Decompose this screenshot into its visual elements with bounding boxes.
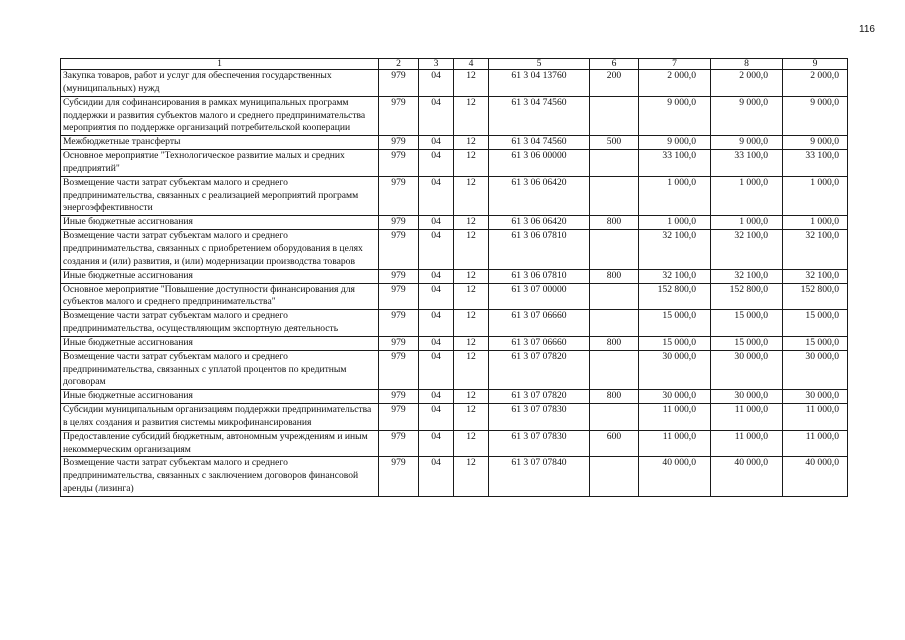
table-row xyxy=(61,457,848,497)
admin-code-cell: 979 xyxy=(379,310,419,337)
header-cell: 4 xyxy=(454,59,489,70)
expense-type-cell: 800 xyxy=(590,269,639,283)
table-row xyxy=(61,216,848,230)
amount-cell-col9: 2 000,0 xyxy=(783,70,848,97)
section-cell: 04 xyxy=(419,150,454,177)
amount-cell-col9: 30 000,0 xyxy=(783,390,848,404)
row-name-cell: Предоставление субсидий бюджетным, автономным учреждениям и иным некоммерческим организациям xyxy=(61,430,379,457)
amount-cell-col8: 32 100,0 xyxy=(711,230,783,270)
target-article-cell: 61 3 07 06660 xyxy=(489,310,590,337)
target-article-cell: 61 3 07 00000 xyxy=(489,283,590,310)
subsection-cell: 12 xyxy=(454,96,489,136)
amount-cell-col9: 1 000,0 xyxy=(783,176,848,216)
target-article-cell: 61 3 04 74560 xyxy=(489,96,590,136)
subsection-cell: 12 xyxy=(454,283,489,310)
row-name-cell: Возмещение части затрат субъектам малого и среднего предпринимательства, связанных с приобретением оборудования в целях создания и (или) развития, и (или) модернизации производства товаров xyxy=(61,230,379,270)
table-body xyxy=(61,70,848,497)
subsection-cell: 12 xyxy=(454,310,489,337)
amount-cell-col8: 2 000,0 xyxy=(711,70,783,97)
section-cell: 04 xyxy=(419,96,454,136)
row-name-cell: Межбюджетные трансферты xyxy=(61,136,379,150)
target-article-cell: 61 3 06 07810 xyxy=(489,230,590,270)
subsection-cell: 12 xyxy=(454,176,489,216)
expense-type-cell xyxy=(590,283,639,310)
table-row xyxy=(61,176,848,216)
section-cell: 04 xyxy=(419,310,454,337)
target-article-cell: 61 3 07 06660 xyxy=(489,336,590,350)
table-row xyxy=(61,70,848,97)
table-row xyxy=(61,96,848,136)
row-name-cell: Иные бюджетные ассигнования xyxy=(61,336,379,350)
row-name-cell: Субсидии муниципальным организациям поддержки предпринимательства в целях создания и развития системы микрофинансирования xyxy=(61,404,379,431)
amount-cell-col9: 1 000,0 xyxy=(783,216,848,230)
amount-cell-col7: 40 000,0 xyxy=(639,457,711,497)
expense-type-cell xyxy=(590,350,639,390)
subsection-cell: 12 xyxy=(454,390,489,404)
admin-code-cell: 979 xyxy=(379,216,419,230)
target-article-cell: 61 3 07 07820 xyxy=(489,390,590,404)
expense-type-cell xyxy=(590,404,639,431)
table-row xyxy=(61,150,848,177)
amount-cell-col7: 15 000,0 xyxy=(639,310,711,337)
table-row xyxy=(61,390,848,404)
amount-cell-col8: 1 000,0 xyxy=(711,216,783,230)
amount-cell-col8: 33 100,0 xyxy=(711,150,783,177)
section-cell: 04 xyxy=(419,216,454,230)
subsection-cell: 12 xyxy=(454,216,489,230)
target-article-cell: 61 3 07 07840 xyxy=(489,457,590,497)
expense-type-cell: 500 xyxy=(590,136,639,150)
amount-cell-col7: 30 000,0 xyxy=(639,390,711,404)
admin-code-cell: 979 xyxy=(379,390,419,404)
budget-table xyxy=(60,58,848,497)
amount-cell-col8: 11 000,0 xyxy=(711,404,783,431)
section-cell: 04 xyxy=(419,390,454,404)
amount-cell-col7: 9 000,0 xyxy=(639,96,711,136)
row-name-cell: Возмещение части затрат субъектам малого и среднего предпринимательства, связанных с заключением договоров финансовой аренды (лизинга) xyxy=(61,457,379,497)
admin-code-cell: 979 xyxy=(379,430,419,457)
amount-cell-col7: 11 000,0 xyxy=(639,430,711,457)
row-name-cell: Возмещение части затрат субъектам малого и среднего предпринимательства, связанных с уплатой процентов по кредитным договорам xyxy=(61,350,379,390)
admin-code-cell: 979 xyxy=(379,136,419,150)
section-cell: 04 xyxy=(419,230,454,270)
row-name-cell: Возмещение части затрат субъектам малого и среднего предпринимательства, осуществляющим экспортную деятельность xyxy=(61,310,379,337)
expense-type-cell xyxy=(590,176,639,216)
amount-cell-col7: 152 800,0 xyxy=(639,283,711,310)
admin-code-cell: 979 xyxy=(379,336,419,350)
admin-code-cell: 979 xyxy=(379,350,419,390)
amount-cell-col7: 2 000,0 xyxy=(639,70,711,97)
section-cell: 04 xyxy=(419,350,454,390)
expense-type-cell xyxy=(590,310,639,337)
amount-cell-col7: 11 000,0 xyxy=(639,404,711,431)
header-cell: 1 xyxy=(61,59,379,70)
amount-cell-col9: 32 100,0 xyxy=(783,230,848,270)
amount-cell-col7: 30 000,0 xyxy=(639,350,711,390)
page-number: 116 xyxy=(859,24,875,35)
expense-type-cell: 800 xyxy=(590,336,639,350)
expense-type-cell xyxy=(590,96,639,136)
table-row xyxy=(61,310,848,337)
expense-type-cell xyxy=(590,230,639,270)
table-row xyxy=(61,350,848,390)
row-name-cell: Субсидии для софинансирования в рамках муниципальных программ поддержки и развития субъектов малого и среднего предпринимательства мероприятия по поддержке организаций потребительской кооперации xyxy=(61,96,379,136)
amount-cell-col7: 9 000,0 xyxy=(639,136,711,150)
admin-code-cell: 979 xyxy=(379,269,419,283)
section-cell: 04 xyxy=(419,430,454,457)
section-cell: 04 xyxy=(419,70,454,97)
subsection-cell: 12 xyxy=(454,269,489,283)
header-cell: 5 xyxy=(489,59,590,70)
header-cell: 6 xyxy=(590,59,639,70)
section-cell: 04 xyxy=(419,404,454,431)
amount-cell-col9: 32 100,0 xyxy=(783,269,848,283)
target-article-cell: 61 3 04 74560 xyxy=(489,136,590,150)
amount-cell-col8: 30 000,0 xyxy=(711,350,783,390)
admin-code-cell: 979 xyxy=(379,404,419,431)
amount-cell-col7: 1 000,0 xyxy=(639,216,711,230)
subsection-cell: 12 xyxy=(454,336,489,350)
row-name-cell: Возмещение части затрат субъектам малого и среднего предпринимательства, связанных с реализацией мероприятий программ энергоэффективности xyxy=(61,176,379,216)
amount-cell-col9: 11 000,0 xyxy=(783,404,848,431)
amount-cell-col8: 40 000,0 xyxy=(711,457,783,497)
target-article-cell: 61 3 06 00000 xyxy=(489,150,590,177)
target-article-cell: 61 3 06 06420 xyxy=(489,176,590,216)
admin-code-cell: 979 xyxy=(379,457,419,497)
amount-cell-col8: 11 000,0 xyxy=(711,430,783,457)
amount-cell-col9: 9 000,0 xyxy=(783,96,848,136)
row-name-cell: Основное мероприятие "Повышение доступности финансирования для субъектов малого и среднего предпринимательства" xyxy=(61,283,379,310)
target-article-cell: 61 3 06 06420 xyxy=(489,216,590,230)
amount-cell-col7: 32 100,0 xyxy=(639,230,711,270)
expense-type-cell: 200 xyxy=(590,70,639,97)
amount-cell-col9: 15 000,0 xyxy=(783,336,848,350)
target-article-cell: 61 3 07 07830 xyxy=(489,404,590,431)
amount-cell-col8: 152 800,0 xyxy=(711,283,783,310)
amount-cell-col7: 32 100,0 xyxy=(639,269,711,283)
admin-code-cell: 979 xyxy=(379,230,419,270)
table-row xyxy=(61,430,848,457)
target-article-cell: 61 3 04 13760 xyxy=(489,70,590,97)
subsection-cell: 12 xyxy=(454,150,489,177)
admin-code-cell: 979 xyxy=(379,283,419,310)
amount-cell-col9: 30 000,0 xyxy=(783,350,848,390)
admin-code-cell: 979 xyxy=(379,96,419,136)
expense-type-cell: 600 xyxy=(590,430,639,457)
row-name-cell: Иные бюджетные ассигнования xyxy=(61,390,379,404)
expense-type-cell: 800 xyxy=(590,216,639,230)
section-cell: 04 xyxy=(419,136,454,150)
section-cell: 04 xyxy=(419,283,454,310)
subsection-cell: 12 xyxy=(454,70,489,97)
amount-cell-col8: 15 000,0 xyxy=(711,336,783,350)
subsection-cell: 12 xyxy=(454,404,489,431)
amount-cell-col8: 30 000,0 xyxy=(711,390,783,404)
amount-cell-col8: 9 000,0 xyxy=(711,96,783,136)
header-cell: 9 xyxy=(783,59,848,70)
admin-code-cell: 979 xyxy=(379,70,419,97)
subsection-cell: 12 xyxy=(454,136,489,150)
table-row xyxy=(61,336,848,350)
target-article-cell: 61 3 06 07810 xyxy=(489,269,590,283)
header-cell: 3 xyxy=(419,59,454,70)
table-row xyxy=(61,283,848,310)
row-name-cell: Закупка товаров, работ и услуг для обеспечения государственных (муниципальных) нужд xyxy=(61,70,379,97)
row-name-cell: Основное мероприятие "Технологическое развитие малых и средних предприятий" xyxy=(61,150,379,177)
amount-cell-col8: 32 100,0 xyxy=(711,269,783,283)
subsection-cell: 12 xyxy=(454,430,489,457)
expense-type-cell xyxy=(590,457,639,497)
amount-cell-col9: 40 000,0 xyxy=(783,457,848,497)
subsection-cell: 12 xyxy=(454,230,489,270)
amount-cell-col9: 33 100,0 xyxy=(783,150,848,177)
amount-cell-col8: 15 000,0 xyxy=(711,310,783,337)
amount-cell-col8: 9 000,0 xyxy=(711,136,783,150)
table-row xyxy=(61,404,848,431)
row-name-cell: Иные бюджетные ассигнования xyxy=(61,269,379,283)
section-cell: 04 xyxy=(419,176,454,216)
target-article-cell: 61 3 07 07820 xyxy=(489,350,590,390)
section-cell: 04 xyxy=(419,457,454,497)
expense-type-cell: 800 xyxy=(590,390,639,404)
amount-cell-col9: 9 000,0 xyxy=(783,136,848,150)
amount-cell-col7: 33 100,0 xyxy=(639,150,711,177)
target-article-cell: 61 3 07 07830 xyxy=(489,430,590,457)
amount-cell-col9: 11 000,0 xyxy=(783,430,848,457)
admin-code-cell: 979 xyxy=(379,150,419,177)
header-cell: 8 xyxy=(711,59,783,70)
amount-cell-col9: 15 000,0 xyxy=(783,310,848,337)
section-cell: 04 xyxy=(419,269,454,283)
admin-code-cell: 979 xyxy=(379,176,419,216)
subsection-cell: 12 xyxy=(454,457,489,497)
amount-cell-col8: 1 000,0 xyxy=(711,176,783,216)
header-row xyxy=(61,59,848,70)
expense-type-cell xyxy=(590,150,639,177)
section-cell: 04 xyxy=(419,336,454,350)
amount-cell-col9: 152 800,0 xyxy=(783,283,848,310)
row-name-cell: Иные бюджетные ассигнования xyxy=(61,216,379,230)
table-row xyxy=(61,230,848,270)
header-cell: 2 xyxy=(379,59,419,70)
table-row xyxy=(61,269,848,283)
amount-cell-col7: 15 000,0 xyxy=(639,336,711,350)
amount-cell-col7: 1 000,0 xyxy=(639,176,711,216)
table-row xyxy=(61,136,848,150)
header-cell: 7 xyxy=(639,59,711,70)
subsection-cell: 12 xyxy=(454,350,489,390)
